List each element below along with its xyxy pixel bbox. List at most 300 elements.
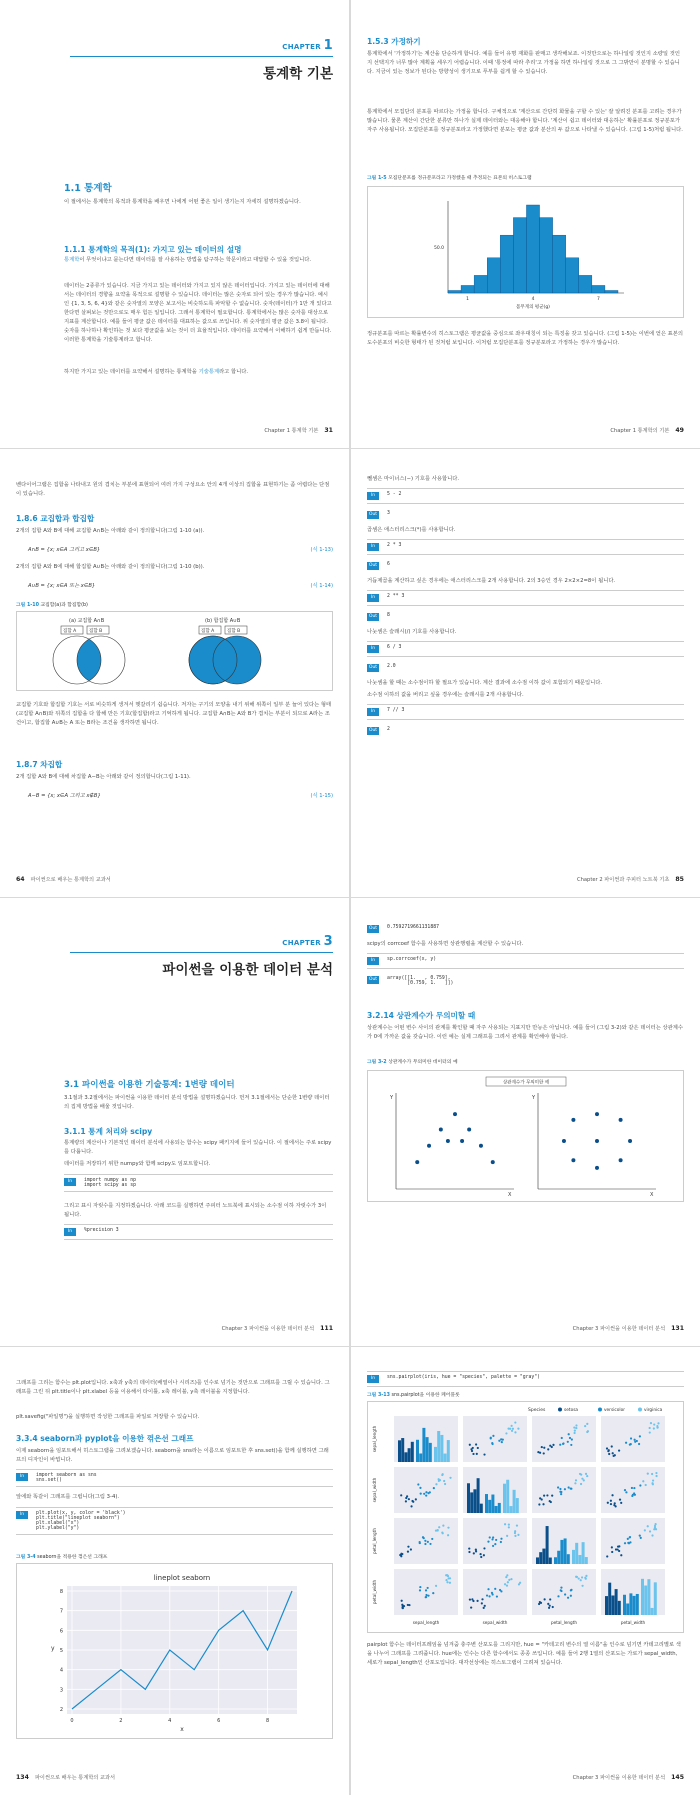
code-text: 2 ** 3	[387, 594, 405, 599]
pairplot-point	[568, 1433, 570, 1435]
venn-figure	[16, 611, 333, 691]
figure-number: 그림 1-5	[367, 176, 387, 181]
pairplot-point	[491, 1538, 493, 1540]
diagonal-histogram-bar	[429, 1443, 432, 1462]
paragraph: 나눗셈을 할 때는 소수점이하 할 필요가 있습니다. 계산 결과에 소수점 이하 값이 포함되기 때문입니다.	[367, 680, 603, 686]
pairplot-point	[494, 1588, 496, 1590]
chapter-rule	[70, 56, 333, 57]
pairplot-point	[424, 1540, 426, 1542]
pairplot-point	[483, 1453, 485, 1455]
pairplot-point	[512, 1428, 514, 1430]
pairplot-point	[560, 1587, 562, 1589]
pairplot-point	[442, 1525, 444, 1527]
highlight-term: 통계학	[64, 257, 80, 263]
paragraph: 데이터는 2종류가 있습니다. 지금 가지고 있는 데이터와 가지고 있지 않은 데이터입니다. 가지고 있는 데이터에 대해서는 데이터의 경향을 요약을 목적으로 설명할 수 있습니다. 데이터는 많은 숫자로 되어 있는 경우가 많습니다. 예시인 {1, 3, 5, 6, 4}와 같은 숫자열의 모양은 보고서는 비슷하도록 파악할 수 없습니다. 숫자(데이터)가 1만 개 있다고 한다면 살펴보는 것만으로도 매우 힘든 일입니다. 그래서 통계학이 필요합니다. 통계학에서는 많은 숫자를 대상으로 지표를 계산합니다. 예를 들어 평균 값은 데이터를 대표하는 값으로 쓰입니다. 위 숫자열의 평균 값은 3.8이 됩니다. 숫자를 하나하나 확인하는 것 보다 평균값을 보는 것이 더 효율적입니다. 데이터를 요약해서 이해하기 쉽게 만듭니다. 이러한 통계학을 기술통계라고 합니다.	[64, 283, 332, 343]
figure-number: 그림 3-4	[16, 1555, 36, 1560]
pairplot-point	[629, 1536, 631, 1538]
page-footer	[16, 876, 333, 883]
pairplot-point	[423, 1493, 425, 1495]
pairplot-point	[479, 1553, 481, 1555]
diagonal-histogram-bar	[557, 1551, 560, 1564]
paragraph: 상관계수는 어떤 변수 사이의 관계를 확인할 때 자주 사용되는 지표지만 만능은 아닙니다. 예를 들어 (그림 3-2)와 같은 데이터는 상관계수가 0에 가까운 값을 갖습니다. 이런 예는 실제 그래프를 그려서 관계를 확인해야 합니다.	[367, 1025, 683, 1040]
code-text: 2 * 3	[387, 543, 402, 548]
figure-title: 상관계수가 무의미한 예	[502, 1080, 550, 1086]
x-axis-label: X	[508, 1192, 512, 1198]
pairplot-point	[657, 1426, 659, 1428]
pairplot-point	[425, 1594, 427, 1596]
pairplot-point	[425, 1491, 427, 1493]
pairplot-point	[619, 1499, 621, 1501]
row-axis-label: sepal_length	[372, 1425, 377, 1453]
pairplot-point	[551, 1495, 553, 1497]
equation	[28, 546, 333, 553]
y-tick-label: 5	[59, 1648, 63, 1654]
pairplot-point	[639, 1535, 641, 1537]
pairplot-point	[449, 1477, 451, 1479]
pairplot-point	[651, 1482, 653, 1484]
pairplot-point	[559, 1488, 561, 1490]
diagonal-histogram-bar	[608, 1583, 611, 1615]
paragraph: 교집합 기호와 합집합 기호는 서로 비슷하게 생겨서 헷갈리기 쉽습니다. 저자는 구기의 모양을 내기 위해 위쪽이 일부 분 늘어 있다는 형태 (교집합 A∩B)와 뒤쪽의 집합을 다 합해 만든 기호(합집합)라고 기억하게 됩니다. 교집합 A∩B는 A와 B가 겹치는 부분이 되므로 A라는 조건이고, 합집합 A∪B는 A 또는 B라는 조건을 생각하면 됩니다.	[16, 702, 332, 726]
code-flow	[367, 475, 684, 738]
pairplot-point	[427, 1587, 429, 1589]
pairplot-point	[481, 1602, 483, 1604]
pairplot-point	[483, 1607, 485, 1609]
page-134	[0, 1347, 349, 1795]
out-label: Out	[367, 562, 379, 570]
equation-number: (식 1-15)	[310, 793, 333, 799]
pairplot-point	[449, 1577, 451, 1579]
chart-title: lineplot seaborn	[153, 1574, 211, 1582]
pairplot-point	[408, 1604, 410, 1606]
pairplot-point	[492, 1536, 494, 1538]
histogram-bar	[553, 235, 566, 293]
pairplot-point	[444, 1483, 446, 1485]
pairplot-point	[610, 1500, 612, 1502]
venn-diagram	[17, 612, 332, 690]
diagonal-histogram-bar	[641, 1579, 644, 1615]
in-label: In	[367, 543, 379, 551]
diagonal-histogram-bar	[578, 1555, 581, 1564]
pairplot-point	[481, 1598, 483, 1600]
pairplot-point	[618, 1449, 620, 1451]
code-flow	[367, 922, 684, 989]
scatter-point-right	[571, 1158, 575, 1162]
diagonal-histogram-bar	[444, 1454, 447, 1462]
pairplot-point	[608, 1453, 610, 1455]
x-tick-label: 4	[531, 297, 535, 302]
chapter-title: 파이썬을 이용한 데이터 분석	[162, 962, 333, 978]
pairplot-point	[498, 1440, 500, 1442]
histogram-bar	[540, 218, 553, 293]
figure-caption	[16, 601, 333, 608]
pairplot-point	[610, 1503, 612, 1505]
pairplot-point	[607, 1502, 609, 1504]
section-intro: 이 절에서는 통계학의 목적과 통계학을 배우면 나에게 어떤 좋은 일이 생기는지 자세히 설명하겠습니다.	[64, 199, 301, 205]
output-cell	[367, 661, 684, 675]
pairplot-point	[470, 1606, 472, 1608]
pairplot-point	[584, 1425, 586, 1427]
x-tick-label: 7	[596, 297, 600, 302]
pairplot-point	[435, 1483, 437, 1485]
footer-chapter: Chapter 1 통계학의 기본	[610, 428, 670, 434]
pairplot-point	[551, 1446, 553, 1448]
subsection-heading: 1.5.3 가정하기	[367, 37, 421, 46]
out-label: Out	[367, 976, 379, 984]
chapter-rule	[70, 952, 333, 953]
column-axis-label: petal_length	[550, 1620, 578, 1625]
page-111	[0, 898, 349, 1346]
page-footer	[367, 1325, 684, 1332]
pairplot-point	[538, 1603, 540, 1605]
pairplot-point	[504, 1523, 506, 1525]
histogram-bar	[605, 290, 618, 293]
diagonal-histogram-bar	[542, 1549, 545, 1564]
page-footer	[367, 427, 684, 434]
pairplot-point	[492, 1435, 494, 1437]
page-number: 49	[675, 427, 684, 434]
output-text: array([[1. , 0.759], [0.759, 1. ]])	[387, 976, 454, 986]
pairplot-point	[427, 1541, 429, 1543]
pairplot-point	[645, 1484, 647, 1486]
line-figure	[16, 1563, 333, 1739]
paragraph: 벤다이어그램은 집합을 나타내고 원의 겹치는 부분에 표현되어 여러 가지 구성요소 안의 4개 이상의 집합을 표현하기는 좀 어렵다는 단점이 있습니다.	[16, 482, 330, 497]
pairplot-point	[514, 1530, 516, 1532]
caption-text: 교집합(a)과 합집합(b)	[40, 603, 88, 608]
pairplot-cell	[601, 1416, 665, 1462]
code-cell	[64, 1224, 333, 1240]
y-tick-label: 6	[59, 1628, 63, 1635]
diagonal-histogram-bar	[488, 1500, 491, 1513]
histogram-bar	[566, 258, 579, 293]
diagonal-histogram-bar	[513, 1490, 516, 1513]
scatter-point-left	[453, 1112, 457, 1116]
footer-chapter: Chapter 2 파이썬과 주피터 노트북 기초	[576, 877, 670, 883]
pairplot-point	[537, 1451, 539, 1453]
pairplot-point	[469, 1444, 471, 1446]
pairplot-point	[500, 1438, 502, 1440]
pairplot-point	[496, 1595, 498, 1597]
out-label: Out	[367, 664, 379, 672]
pairplot-point	[484, 1605, 486, 1607]
code-text: sp.corrcoef(x, y)	[387, 957, 437, 962]
pairplot-point	[606, 1555, 608, 1557]
pairplot-point	[487, 1588, 489, 1590]
pairplot-point	[570, 1488, 572, 1490]
page-number: 31	[324, 427, 333, 434]
output-text: 3	[387, 511, 390, 516]
pairplot-point	[649, 1427, 651, 1429]
code-text: plt.plot(x, y, color = 'black') plt.title("lineplot seaborn") plt.xlabel("x") plt.ylabel("y")	[36, 1511, 126, 1531]
pairplot-point	[427, 1595, 429, 1597]
diagonal-histogram-bar	[549, 1558, 552, 1564]
pairplot-point	[475, 1548, 477, 1550]
equation-text: A−B = {x; x∈A 그리고 x∉B}	[28, 793, 101, 799]
diagonal-histogram-bar	[654, 1582, 657, 1615]
in-label: In	[367, 1375, 379, 1383]
column-axis-label: sepal_length	[412, 1620, 440, 1625]
pairplot-point	[571, 1438, 573, 1440]
legend-label: setosa	[564, 1408, 579, 1413]
pairplot-point	[492, 1593, 494, 1595]
pairplot-point	[401, 1600, 403, 1602]
legend-label: virginica	[644, 1408, 663, 1413]
pairplot-point	[611, 1551, 613, 1553]
pairplot-cell	[601, 1467, 665, 1513]
pairplot-point	[654, 1523, 656, 1525]
x-axis-label: 몸무게의 평균(g)	[516, 305, 550, 310]
row-axis-label: sepal_width	[372, 1477, 377, 1503]
y-tick-label: 8	[59, 1589, 63, 1595]
scatter-point-right	[562, 1139, 566, 1143]
pairplot-point	[445, 1574, 447, 1576]
diagonal-histogram-bar	[572, 1550, 575, 1564]
pairplot-point	[411, 1500, 413, 1502]
pairplot-point	[514, 1431, 516, 1433]
y-axis-label: Y	[390, 1095, 394, 1101]
output-cell	[367, 610, 684, 624]
pairplot-point	[564, 1488, 566, 1490]
pairplot-point	[564, 1593, 566, 1595]
page-footer	[367, 1774, 684, 1781]
diagonal-histogram-bar	[426, 1437, 429, 1462]
page-number: 111	[320, 1325, 333, 1332]
scatter-point-right	[628, 1139, 632, 1143]
paragraph-text: 이 무엇이냐고 묻는다면 데이터를 잘 사용하는 방법을 탐구하는 학문이라고 대답할 수 있을 것입니다.	[79, 257, 312, 263]
page-number: 64	[16, 876, 25, 883]
y-axis-label: 50.0	[433, 246, 444, 251]
pairplot-point	[647, 1473, 649, 1475]
legend-title: Species	[528, 1408, 546, 1413]
pairplot-point	[538, 1503, 540, 1505]
paragraph: scipy의 corrcoef 함수를 사용하면 상관행렬을 계산할 수 있습니다.	[367, 941, 524, 947]
pairplot-point	[614, 1502, 616, 1504]
pairplot-point	[514, 1535, 516, 1537]
pairplot-cell	[394, 1467, 458, 1513]
pairplot-point	[508, 1524, 510, 1526]
caption-text: 상관계수가 무의미한 데이터의 예	[388, 1060, 458, 1065]
caption-text: seaborn을 적용한 꺾은선 그래프	[37, 1555, 108, 1560]
pairplot-point	[435, 1585, 437, 1587]
diagonal-histogram-bar	[503, 1484, 506, 1513]
subsection-heading: 1.1.1 통계학의 목적(1): 가지고 있는 데이터의 설명	[64, 245, 242, 254]
page-85	[351, 449, 700, 897]
paragraph: 그리고 표시 자릿수를 지정하겠습니다. 아래 코드를 실행하면 주피터 노트북에 표시되는 소수점 이하 자릿수가 3이 됩니다.	[64, 1203, 327, 1218]
paragraph: 정규분포를 따르는 확률변수의 히스토그램은 평균값을 중심으로 좌우대칭이 되는 특징을 갖고 있습니다. (그림 1-5)는 이번에 얻은 표본의 도수분포의 비슷한 형태가 된 것처럼 보입니다. 이처럼 모집단분포를 정규분포라고 가정하는 경우가 많습니다.	[367, 331, 684, 346]
chapter-header	[282, 934, 333, 949]
section-heading: 3.1 파이썬을 이용한 기술통계: 1변량 데이터	[64, 1080, 235, 1090]
diagonal-histogram-bar	[539, 1552, 542, 1564]
histogram-bar	[461, 285, 474, 293]
pairplot-point	[471, 1450, 473, 1452]
diagonal-histogram-bar	[615, 1589, 618, 1615]
diagonal-histogram-bar	[564, 1538, 567, 1564]
pairplot-point	[432, 1592, 434, 1594]
out-label: Out	[367, 613, 379, 621]
diagonal-histogram-bar	[567, 1554, 570, 1564]
pairplot-point	[400, 1555, 402, 1557]
pairplot-point	[540, 1602, 542, 1604]
pairplot-point	[415, 1498, 417, 1500]
diagonal-histogram-bar	[605, 1596, 608, 1615]
pairplot-point	[639, 1435, 641, 1437]
code-text: sns.pairplot(iris, hue = "species", palette = "gray")	[387, 1375, 541, 1380]
set-b-label: 집합 B	[227, 629, 241, 634]
page-footer	[367, 876, 684, 883]
pairplot-point	[445, 1579, 447, 1581]
caption-text: 모집단분포를 정규분포라고 가정했을 때 추정되는 표본의 히스토그램	[388, 176, 532, 181]
pairplot-point	[657, 1422, 659, 1424]
code-cell	[64, 1174, 333, 1192]
diagonal-histogram-bar	[404, 1452, 407, 1462]
pairplot-point	[472, 1453, 474, 1455]
diagonal-histogram-bar	[626, 1603, 629, 1615]
diagonal-histogram-bar	[480, 1504, 483, 1513]
pairplot-point	[419, 1487, 421, 1489]
pairplot-point	[425, 1596, 427, 1598]
subsection-heading: 1.8.7 차집합	[16, 760, 63, 769]
pairplot-point	[494, 1543, 496, 1545]
pairplot-point	[580, 1474, 582, 1476]
output-text: 2.0	[387, 664, 396, 669]
pairplot-point	[583, 1479, 585, 1481]
pairplot-point	[634, 1439, 636, 1441]
pairplot-point	[634, 1494, 636, 1496]
pairplot-point	[624, 1542, 626, 1544]
pairplot-point	[654, 1527, 656, 1529]
pairplot-point	[495, 1539, 497, 1541]
paragraph	[64, 368, 333, 377]
y-axis-label: Y	[532, 1095, 536, 1101]
paragraph: 앞에와 똑같이 그래프를 그립니다(그림 3-4).	[16, 1494, 120, 1500]
row-axis-label: petal_length	[372, 1527, 377, 1555]
pairplot-point	[570, 1444, 572, 1446]
pairplot-point	[651, 1473, 653, 1475]
pairplot-point	[433, 1487, 435, 1489]
diagonal-histogram-bar	[623, 1595, 626, 1615]
output-text: 2	[387, 727, 390, 732]
paragraph: 통계량의 계산이나 기본적인 데이터 분석에 사용되는 함수는 scipy 패키지에 들어 있습니다. 이 절에서는 주로 scipy를 다룹니다.	[64, 1140, 332, 1155]
figure-caption	[367, 1391, 684, 1398]
paragraph: 이제 seaborn을 임포트해서 히스토그램을 그려보겠습니다. seaborn을 sns라는 이름으로 임포트한 후 sns.set()을 함께 실행하면 그래프의 디자인이 바뀝니다.	[16, 1448, 329, 1463]
pairplot-point	[638, 1443, 640, 1445]
in-label: In	[64, 1178, 76, 1186]
code-cell	[16, 1507, 333, 1535]
output-cell	[367, 559, 684, 573]
scatter-point-left	[460, 1139, 464, 1143]
x-tick-label: 6	[217, 1718, 221, 1724]
highlight-term: 기술통계	[198, 369, 220, 375]
page-64	[0, 449, 349, 897]
pairplot-point	[575, 1424, 577, 1426]
paragraph: 2개의 집합 A와 B에 대해 교집합 A∩B는 아래와 같이 정의합니다(그림 1-10 (a)).	[16, 528, 205, 534]
output-text: 0.7592719661131887	[387, 925, 439, 930]
scatter-point-left	[479, 1144, 483, 1148]
pairplot-point	[492, 1443, 494, 1445]
pairplot-point	[644, 1529, 646, 1531]
pairplot-point	[507, 1581, 509, 1583]
histogram-bar	[513, 218, 526, 293]
pairplot-point	[585, 1578, 587, 1580]
x-tick-label: 8	[265, 1718, 270, 1724]
diagonal-histogram-bar	[651, 1608, 654, 1615]
pairplot-point	[634, 1441, 636, 1443]
code-text: import seaborn as sns sns.set()	[36, 1473, 97, 1483]
section-heading: 1.1 통계학	[64, 183, 112, 194]
pairplot-point	[629, 1444, 631, 1446]
x-axis-label: x	[180, 1726, 184, 1733]
pairplot-point	[517, 1427, 519, 1429]
code-cell	[367, 488, 684, 504]
pairplot-point	[492, 1545, 494, 1547]
pairplot-point	[581, 1585, 583, 1587]
venn-label-b: (b) 합집합 A∪B	[205, 618, 241, 624]
pairplot-point	[410, 1548, 412, 1550]
diagonal-histogram-bar	[440, 1435, 443, 1462]
pairplot-point	[438, 1526, 440, 1528]
pairplot-point	[476, 1600, 478, 1602]
pairplot-point	[435, 1529, 437, 1531]
pairplot-point	[625, 1442, 627, 1444]
pairplot-point	[585, 1575, 587, 1577]
paragraph: 그래프를 그리는 함수는 plt.plot입니다. x축과 y축의 데이터(배열이나 시리즈)를 인수로 넘기는 것만으로 그래프를 그릴 수 있습니다. 그래프를 그린 뒤 plt.title이나 plt.xlabel 등을 이용해서 타이틀, x축 레이블, y축 레이블을 지정합니다.	[16, 1380, 330, 1395]
footer-chapter: Chapter 3 파이썬을 이용한 데이터 분석	[572, 1326, 666, 1332]
scatter-point-left	[427, 1144, 431, 1148]
paragraph: plt.savefig("파일명")을 실행하면 작성한 그래프를 파일로 저장할 수 있습니다.	[16, 1414, 200, 1420]
pairplot-point	[500, 1538, 502, 1540]
chapter-label: CHAPTER	[282, 939, 321, 947]
scatter-chart	[368, 1071, 683, 1201]
scatter-point-right	[571, 1118, 575, 1122]
pairplot-point	[442, 1473, 444, 1475]
x-tick-label: 1	[466, 297, 470, 302]
pairplot-cell	[463, 1416, 527, 1462]
footer-book: 파이썬으로 배우는 통계학의 교과서	[30, 877, 111, 883]
pairplot-point	[606, 1447, 608, 1449]
pairplot-point	[504, 1583, 506, 1585]
code-cell	[367, 539, 684, 555]
pairplot-point	[560, 1493, 562, 1495]
pairplot-point	[548, 1607, 550, 1609]
pairplot-point	[611, 1546, 613, 1548]
chapter-number: 1	[323, 38, 333, 53]
pairplot-point	[425, 1494, 427, 1496]
y-tick-label: 3	[59, 1687, 63, 1694]
pairplot-point	[586, 1423, 588, 1425]
paragraph: 뺄셈은 마이너스(−) 기호를 사용합니다.	[367, 476, 460, 482]
pairplot-point	[441, 1531, 443, 1533]
subsection-heading: 1.8.6 교집합과 합집합	[16, 514, 95, 523]
diagonal-histogram-bar	[495, 1506, 498, 1513]
pairplot-point	[611, 1494, 613, 1496]
page-footer	[16, 1325, 333, 1332]
pairplot-point	[560, 1491, 562, 1493]
pairplot-point	[649, 1530, 651, 1532]
paragraph: 소수점 이하의 값을 버리고 싶을 경우에는 슬래시를 2개 사용합니다.	[367, 692, 524, 698]
pairplot-point	[471, 1598, 473, 1600]
pairplot-point	[514, 1421, 516, 1423]
pairplot-point	[647, 1525, 649, 1527]
subsection-heading: 3.1.1 통계 처리와 scipy	[64, 1127, 153, 1136]
pairplot-point	[402, 1605, 404, 1607]
pairplot-point	[473, 1552, 475, 1554]
x-tick-label: 0	[70, 1718, 74, 1724]
pairplot-point	[570, 1589, 572, 1591]
pairplot-point	[511, 1430, 513, 1432]
pairplot-point	[483, 1547, 485, 1549]
output-text: 6	[387, 562, 390, 567]
pairplot-point	[561, 1437, 563, 1439]
